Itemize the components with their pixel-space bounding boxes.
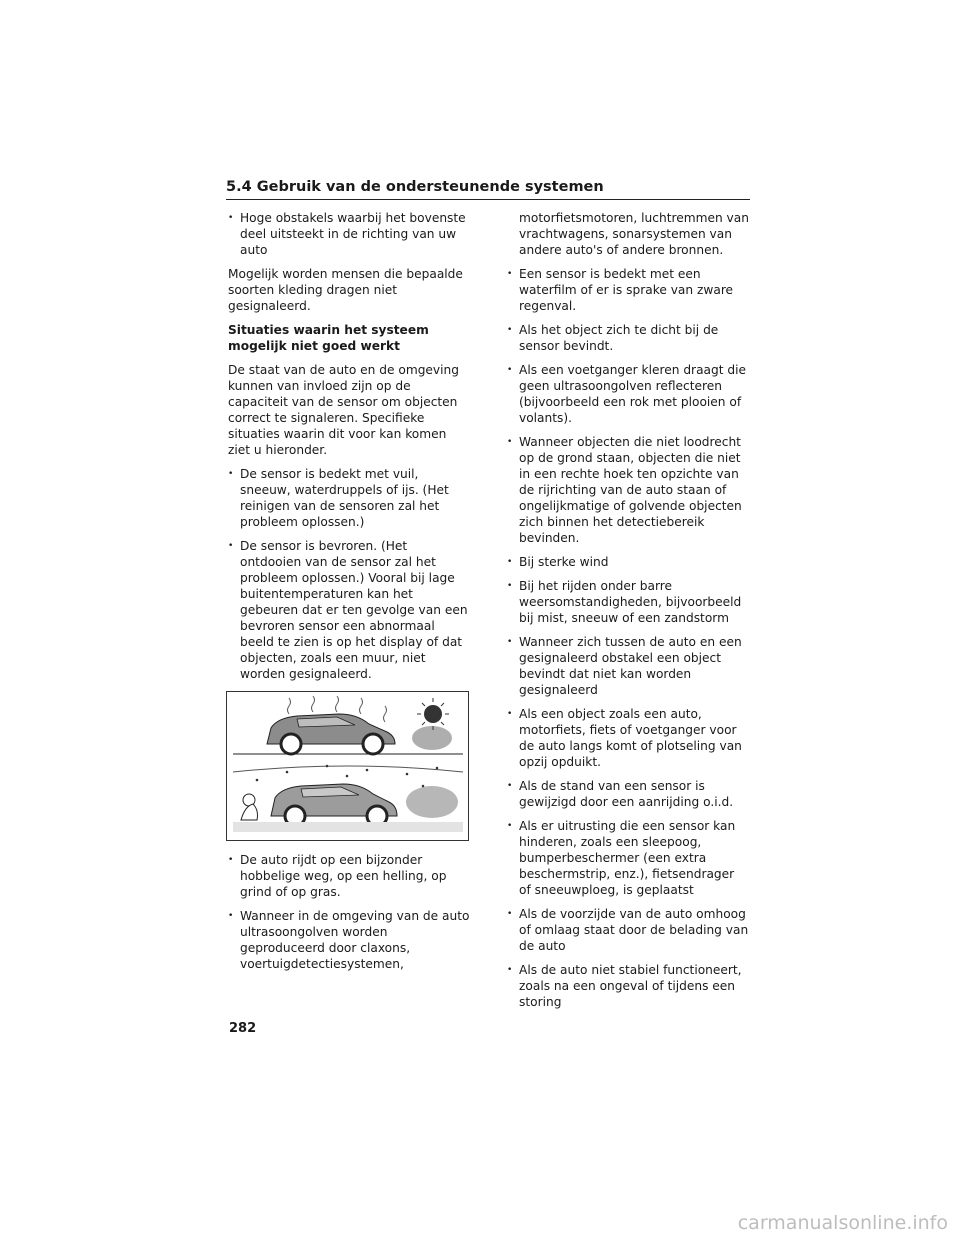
list-item: • De sensor is bedekt met vuil, sneeuw, waterdruppels of ijs. (Het reinigen van de sensoren zal het probleem oplossen.) — [228, 466, 470, 530]
list-item: • Hoge obstakels waarbij het bovenste deel uitsteekt in de richting van uw auto — [228, 210, 470, 258]
list-item: • Als een object zoals een auto, motorfiets, fiets of voetganger voor de auto langs komt of plotseling van opzij opduikt. — [507, 706, 749, 770]
page-number: 282 — [229, 1021, 257, 1036]
list-item: • Een sensor is bedekt met een waterfilm of er is sprake van zware regenval. — [507, 266, 749, 314]
subsection-heading: Situaties waarin het systeem mogelijk niet goed werkt — [228, 323, 429, 353]
list-item: • De sensor is bevroren. (Het ontdooien van de sensor zal het probleem oplossen.) Vooral bij lage buitentemperaturen kan het gebeuren dat er ten gevolge van een bevroren sensor een abnormaal beeld te zien is op het display of dat objecten, zoals een muur, niet worden gesignaleerd. — [228, 538, 470, 682]
snowy-weather-scene — [233, 765, 463, 832]
list-item: • Als de voorzijde van de auto omhoog of omlaag staat door de belading van de auto — [507, 906, 749, 954]
list-item-continuation: motorfietsmotoren, luchtremmen van vrachtwagens, sonarsystemen van andere auto's of andere bronnen. — [519, 211, 749, 257]
left-column — [228, 210, 470, 730]
hot-weather-scene — [233, 696, 463, 754]
illustration-car-sensor-conditions — [226, 691, 469, 841]
right-column — [507, 210, 749, 1018]
paragraph: Mogelijk worden mensen die bepaalde soorten kleding dragen niet gesignaleerd. — [228, 267, 463, 313]
paragraph: De staat van de auto en de omgeving kunnen van invloed zijn op de capaciteit van de sensor om objecten correct te signaleren. Specifieke situaties waarin dit voor kan komen ziet u hieronder. — [228, 363, 459, 457]
list-item: • Wanneer objecten die niet loodrecht op de grond staan, objecten die niet in een rechte hoek ten opzichte van de rijrichting van de auto staan of ongelijkmatige of golvende objecten zich binnen het detectiebereik bevinden. — [507, 434, 749, 546]
list-item: • Bij sterke wind — [507, 554, 749, 570]
car-illustration — [227, 692, 468, 840]
list-item: • Als het object zich te dicht bij de sensor bevindt. — [507, 322, 749, 354]
watermark: carmanualsonline.info — [737, 1212, 948, 1234]
list-item: • Als een voetganger kleren draagt die geen ultrasoongolven reflecteren (bijvoorbeeld een rok met plooien of volants). — [507, 362, 749, 426]
list-item: • Als de stand van een sensor is gewijzigd door een aanrijding o.i.d. — [507, 778, 749, 810]
list-item: • Wanneer in de omgeving van de auto ultrasoongolven worden geproduceerd door claxons, voertuigdetectiesystemen, — [228, 908, 470, 972]
list-item: • Bij het rijden onder barre weersomstandigheden, bijvoorbeeld bij mist, sneeuw of een zandstorm — [507, 578, 749, 626]
left-column-after-figure — [228, 852, 470, 980]
section-header: 5.4 Gebruik van de ondersteunende systemen — [226, 179, 750, 200]
list-item: • Als er uitrusting die een sensor kan hinderen, zoals een sleepoog, bumperbeschermer (een extra beschermstrip, enz.), fietsendrager of sneeuwploeg, is geplaatst — [507, 818, 749, 898]
list-item: • Als de auto niet stabiel functioneert, zoals na een ongeval of tijdens een storing — [507, 962, 749, 1010]
list-item: • De auto rijdt op een bijzonder hobbelige weg, op een helling, op grind of op gras. — [228, 852, 470, 900]
list-item: • Wanneer zich tussen de auto en een gesignaleerd obstakel een object bevindt dat niet kan worden gesignaleerd — [507, 634, 749, 698]
